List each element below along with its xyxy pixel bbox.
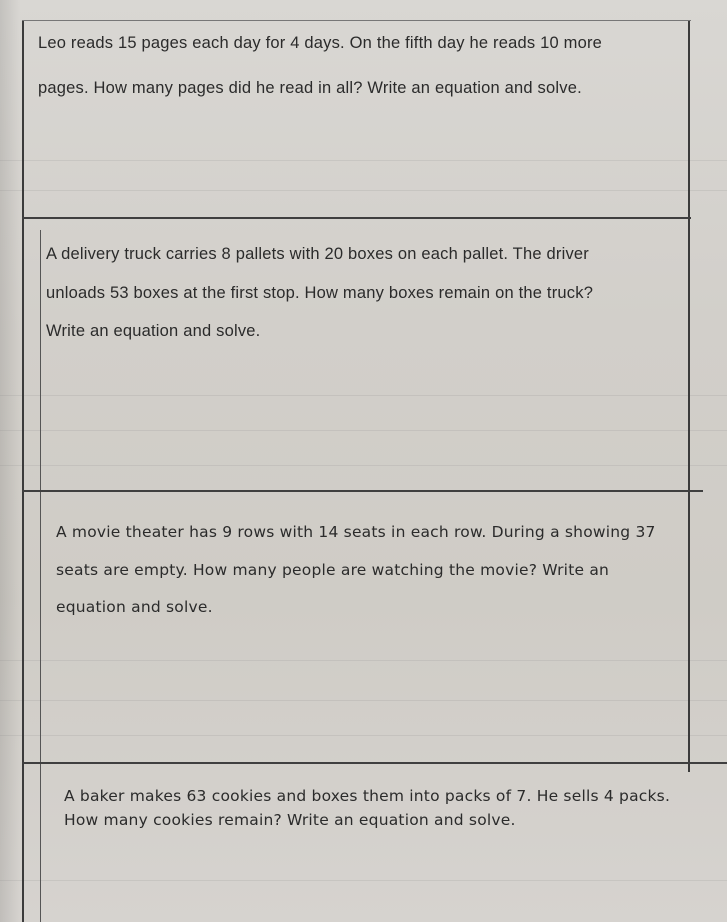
problem-3-line-1: A movie theater has 9 rows with 14 seats in each row. During a showing 37 bbox=[56, 523, 656, 541]
table-inner-border bbox=[40, 230, 41, 922]
paper-rule bbox=[0, 395, 727, 396]
problem-3-line-2: seats are empty. How many people are watching the movie? Write an bbox=[56, 561, 610, 579]
paper-rule bbox=[0, 190, 727, 191]
table-right-border bbox=[688, 20, 690, 772]
page-shadow bbox=[0, 0, 20, 922]
row-divider-2 bbox=[22, 490, 703, 492]
paper-rule bbox=[0, 735, 727, 736]
row-divider-3 bbox=[22, 762, 727, 764]
problem-2-line-1: A delivery truck carries 8 pallets with 20 boxes on each pallet. The driver bbox=[46, 245, 589, 263]
problem-2-line-2: unloads 53 boxes at the first stop. How many boxes remain on the truck? bbox=[46, 284, 594, 302]
row-divider-1 bbox=[22, 217, 691, 219]
table-top-border bbox=[22, 20, 691, 21]
paper-rule bbox=[0, 465, 727, 466]
problem-1-line-1: Leo reads 15 pages each day for 4 days. On the fifth day he reads 10 more bbox=[38, 34, 603, 52]
paper-rule bbox=[0, 160, 727, 161]
paper-rule bbox=[0, 430, 727, 431]
paper-rule bbox=[0, 700, 727, 701]
problem-1-line-2: pages. How many pages did he read in all? Write an equation and solve. bbox=[38, 79, 582, 97]
problem-3-line-3: equation and solve. bbox=[56, 598, 213, 616]
problem-2-line-3: Write an equation and solve. bbox=[46, 322, 261, 340]
paper-rule bbox=[0, 880, 727, 881]
problem-4-line-2: How many cookies remain? Write an equation and solve. bbox=[64, 811, 516, 829]
paper-rule bbox=[0, 660, 727, 661]
table-left-border bbox=[22, 20, 24, 922]
problem-4-line-1: A baker makes 63 cookies and boxes them into packs of 7. He sells 4 packs. bbox=[64, 787, 671, 805]
